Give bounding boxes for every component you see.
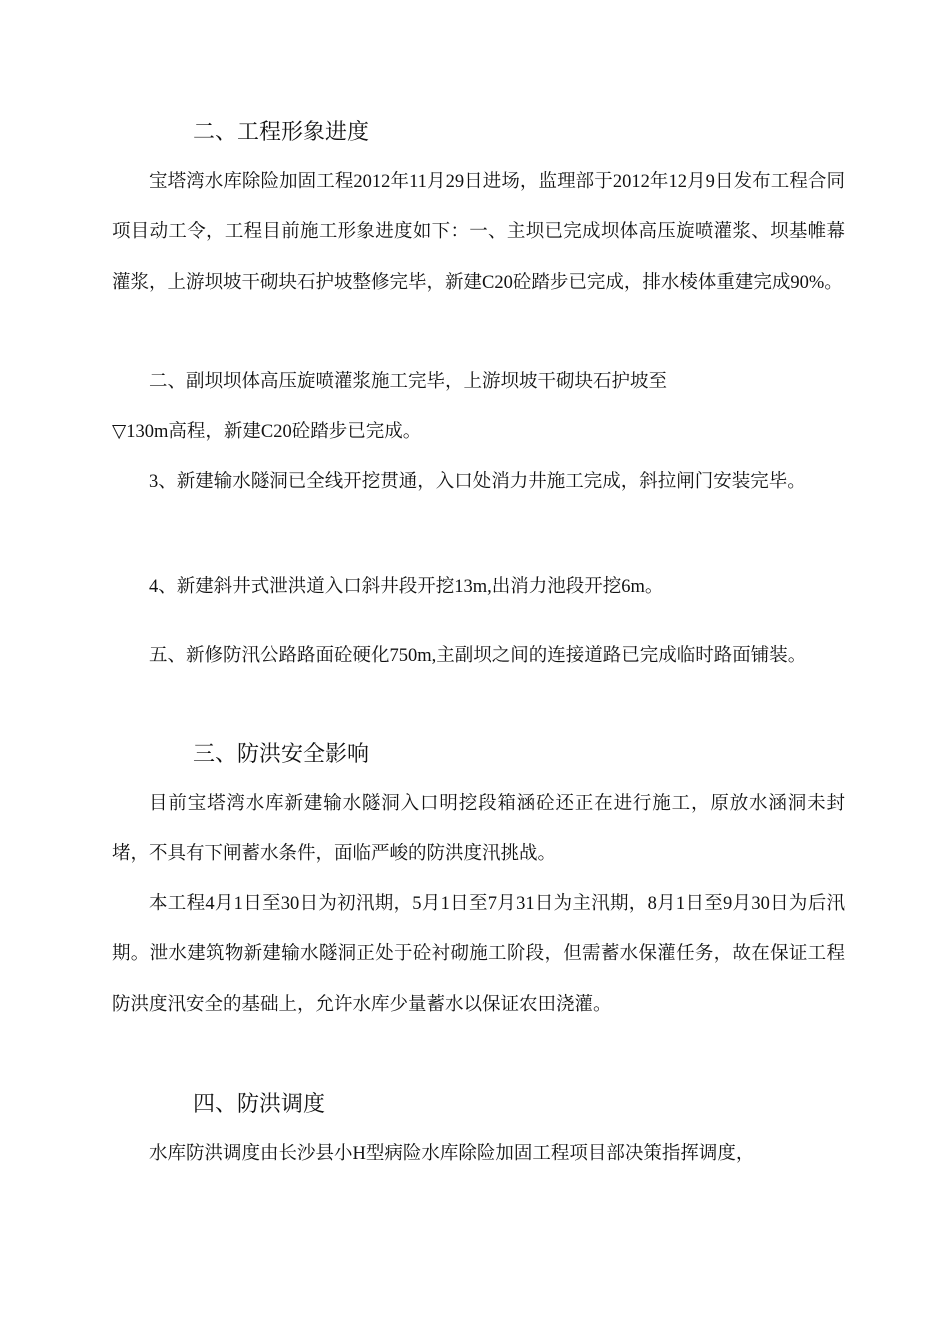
paragraph-subdam-line2: ▽130m高程，新建C20砼踏步已完成。 bbox=[112, 422, 422, 442]
paragraph-flood-impact-1: 目前宝塔湾水库新建输水隧洞入口明挖段箱涵砼还正在进行施工，原放水涵洞未封堵，不具有下闸蓄水条件，面临严峻的防洪度汛挑战。 bbox=[112, 794, 845, 865]
paragraph-subdam-line1: 二、副坝坝体高压旋喷灌浆施工完毕，上游坝坡干砌块石护坡至 bbox=[149, 372, 668, 392]
section-heading-progress: 二、工程形象进度 bbox=[193, 119, 370, 144]
paragraph-flood-dispatch: 水库防洪调度由长沙县小H型病险水库除险加固工程项目部决策指挥调度， bbox=[149, 1144, 755, 1164]
section-heading-flood-dispatch: 四、防洪调度 bbox=[193, 1091, 326, 1116]
paragraph-tunnel: 3、新建输水隧洞已全线开挖贯通，入口处消力井施工完成，斜拉闸门安装完毕。 bbox=[149, 472, 806, 492]
paragraph-road: 五、新修防汛公路路面砼硬化750m,主副坝之间的连接道路已完成临时路面铺装。 bbox=[149, 646, 807, 666]
paragraph-spillway: 4、新建斜井式泄洪道入口斜井段开挖13m,出消力池段开挖6m。 bbox=[149, 577, 664, 597]
paragraph-flood-periods: 本工程4月1日至30日为初汛期，5月1日至7月31日为主汛期，8月1日至9月30日为后汛期。泄水建筑物新建输水隧洞正处于砼衬砌施工阶段，但需蓄水保灌任务，故在保证工程防洪度汛安全的基础上，允许水库少量蓄水以保证农田浇灌。 bbox=[112, 894, 845, 1015]
section-heading-flood-impact: 三、防洪安全影响 bbox=[193, 741, 370, 766]
paragraph-progress-main: 宝塔湾水库除险加固工程2012年11月29日进场，监理部于2012年12月9日发布工程合同项目动工令，工程目前施工形象进度如下：一、主坝已完成坝体高压旋喷灌浆、坝基帷幕灌浆，上游坝坡干砌块石护坡整修完毕，新建C20砼踏步已完成，排水棱体重建完成90%。 bbox=[112, 172, 845, 293]
